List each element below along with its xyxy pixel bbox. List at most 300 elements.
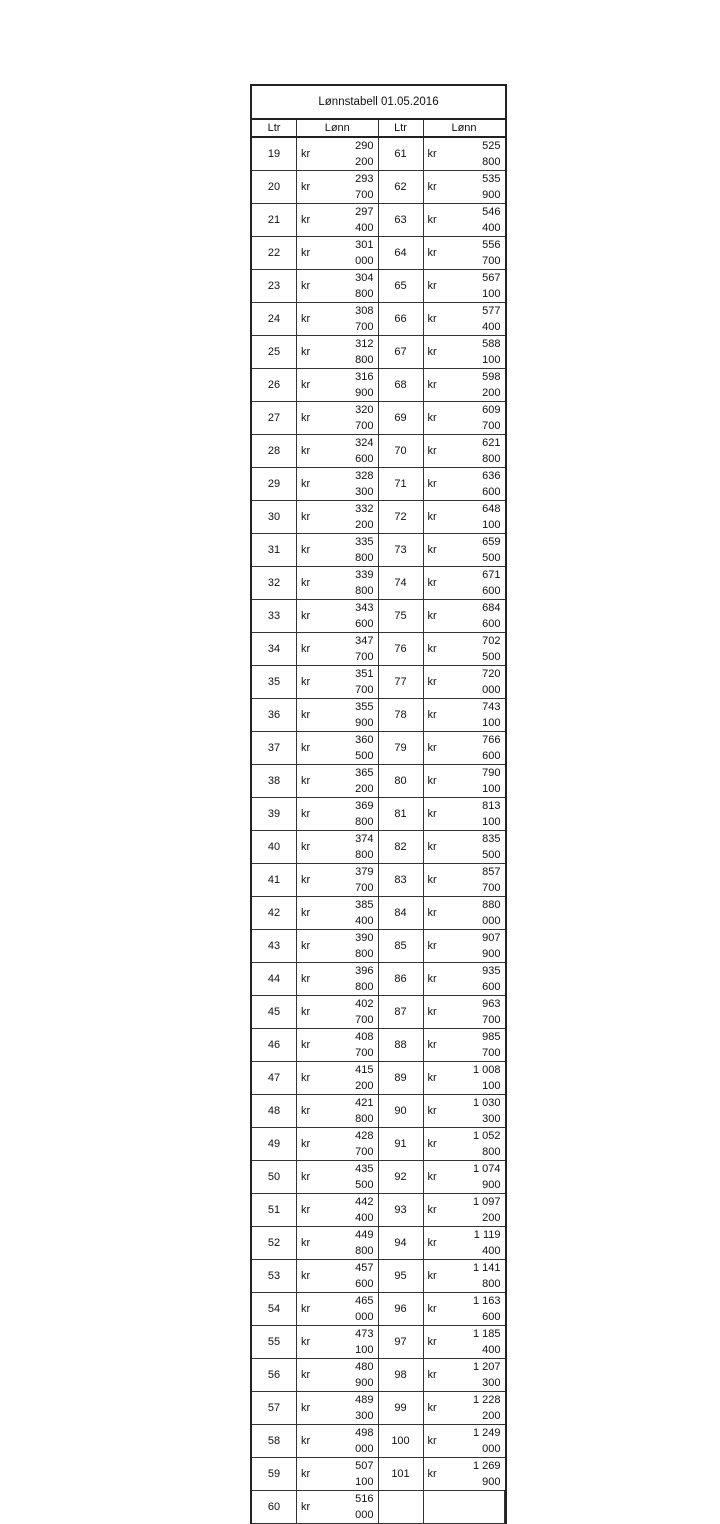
- table-row: [252, 864, 505, 897]
- ltr-cell: 60: [252, 1491, 297, 1524]
- amount-cell: 702 500: [464, 633, 505, 666]
- currency-cell: kr: [297, 732, 338, 765]
- amount-cell: 1 008 100: [464, 1062, 505, 1095]
- currency-cell: kr: [423, 1392, 464, 1425]
- currency-cell: kr: [297, 336, 338, 369]
- currency-cell: kr: [297, 1062, 338, 1095]
- currency-cell: kr: [423, 468, 464, 501]
- table-row: [252, 732, 505, 765]
- currency-cell: kr: [423, 1227, 464, 1260]
- amount-cell: 421 800: [337, 1095, 378, 1128]
- amount-cell: 385 400: [337, 897, 378, 930]
- ltr-cell: 20: [252, 171, 297, 204]
- amount-cell: 588 100: [464, 336, 505, 369]
- currency-cell: kr: [297, 237, 338, 270]
- currency-cell: kr: [297, 963, 338, 996]
- ltr-cell: 33: [252, 600, 297, 633]
- ltr-cell: 77: [378, 666, 423, 699]
- ltr-cell: 72: [378, 501, 423, 534]
- currency-cell: kr: [423, 1260, 464, 1293]
- ltr-cell: 38: [252, 765, 297, 798]
- amount-cell: 609 700: [464, 402, 505, 435]
- header-ltr-right: Ltr: [378, 120, 423, 137]
- amount-cell: 304 800: [337, 270, 378, 303]
- currency-cell: kr: [297, 303, 338, 336]
- amount-cell: 907 900: [464, 930, 505, 963]
- ltr-cell: 71: [378, 468, 423, 501]
- amount-cell: 1 119 400: [464, 1227, 505, 1260]
- ltr-cell: 88: [378, 1029, 423, 1062]
- amount-cell: 621 800: [464, 435, 505, 468]
- ltr-cell: 25: [252, 336, 297, 369]
- currency-cell: kr: [423, 1062, 464, 1095]
- amount-cell: 1 074 900: [464, 1161, 505, 1194]
- amount-cell: 1 249 000: [464, 1425, 505, 1458]
- ltr-cell: 93: [378, 1194, 423, 1227]
- currency-cell: kr: [423, 1326, 464, 1359]
- currency-cell: kr: [297, 600, 338, 633]
- amount-cell: 813 100: [464, 798, 505, 831]
- currency-cell: kr: [297, 1095, 338, 1128]
- salary-table: [252, 120, 505, 1524]
- currency-cell: kr: [423, 534, 464, 567]
- ltr-cell: 67: [378, 336, 423, 369]
- table-row: [252, 1425, 505, 1458]
- table-row: [252, 1095, 505, 1128]
- currency-cell: kr: [423, 369, 464, 402]
- currency-cell: kr: [423, 864, 464, 897]
- ltr-cell: 100: [378, 1425, 423, 1458]
- ltr-cell: 36: [252, 699, 297, 732]
- table-row: [252, 1491, 505, 1524]
- table-row: [252, 1392, 505, 1425]
- ltr-cell: 97: [378, 1326, 423, 1359]
- currency-cell: kr: [423, 171, 464, 204]
- amount-cell: 473 100: [337, 1326, 378, 1359]
- currency-cell: kr: [423, 237, 464, 270]
- amount-cell: 556 700: [464, 237, 505, 270]
- ltr-cell: 19: [252, 137, 297, 171]
- currency-cell: kr: [423, 798, 464, 831]
- table-row: [252, 435, 505, 468]
- currency-cell: kr: [297, 1227, 338, 1260]
- ltr-cell: 42: [252, 897, 297, 930]
- table-row: [252, 798, 505, 831]
- ltr-cell: 94: [378, 1227, 423, 1260]
- ltr-cell: 85: [378, 930, 423, 963]
- currency-cell: kr: [423, 137, 464, 171]
- ltr-cell: 79: [378, 732, 423, 765]
- currency-cell: kr: [297, 765, 338, 798]
- currency-cell: kr: [297, 534, 338, 567]
- ltr-cell: 29: [252, 468, 297, 501]
- amount-cell: 1 228 200: [464, 1392, 505, 1425]
- amount-cell: 379 700: [337, 864, 378, 897]
- amount-cell: 963 700: [464, 996, 505, 1029]
- currency-cell: kr: [423, 435, 464, 468]
- currency-cell: kr: [423, 1161, 464, 1194]
- currency-cell: kr: [423, 666, 464, 699]
- ltr-cell: 40: [252, 831, 297, 864]
- currency-cell: kr: [297, 369, 338, 402]
- amount-cell: 1 052 800: [464, 1128, 505, 1161]
- ltr-cell: 90: [378, 1095, 423, 1128]
- currency-cell: kr: [297, 171, 338, 204]
- amount-cell: 316 900: [337, 369, 378, 402]
- ltr-cell: 53: [252, 1260, 297, 1293]
- table-row: [252, 1029, 505, 1062]
- table-row: [252, 1128, 505, 1161]
- amount-cell: 428 700: [337, 1128, 378, 1161]
- ltr-cell: 39: [252, 798, 297, 831]
- currency-cell: kr: [297, 1029, 338, 1062]
- ltr-cell: 81: [378, 798, 423, 831]
- table-row: [252, 369, 505, 402]
- currency-cell: kr: [297, 798, 338, 831]
- amount-cell: 402 700: [337, 996, 378, 1029]
- currency-cell: kr: [297, 996, 338, 1029]
- currency-cell: kr: [423, 732, 464, 765]
- currency-cell: kr: [423, 930, 464, 963]
- amount-cell: 351 700: [337, 666, 378, 699]
- currency-cell: kr: [297, 137, 338, 171]
- ltr-cell: 76: [378, 633, 423, 666]
- currency-cell: kr: [297, 1458, 338, 1491]
- amount-cell: 743 100: [464, 699, 505, 732]
- amount-cell: 598 200: [464, 369, 505, 402]
- ltr-cell: 37: [252, 732, 297, 765]
- amount-cell: 435 500: [337, 1161, 378, 1194]
- ltr-cell: 74: [378, 567, 423, 600]
- amount-cell: 324 600: [337, 435, 378, 468]
- amount-cell: 396 800: [337, 963, 378, 996]
- table-title: Lønnstabell 01.05.2016: [252, 86, 505, 120]
- table-row: [252, 831, 505, 864]
- ltr-cell: 101: [378, 1458, 423, 1491]
- ltr-cell: 83: [378, 864, 423, 897]
- ltr-cell: 26: [252, 369, 297, 402]
- ltr-cell: 92: [378, 1161, 423, 1194]
- ltr-cell: 61: [378, 137, 423, 171]
- currency-cell: kr: [423, 204, 464, 237]
- ltr-cell: 48: [252, 1095, 297, 1128]
- table-row: [252, 633, 505, 666]
- table-row: [252, 1326, 505, 1359]
- currency-cell: kr: [297, 501, 338, 534]
- ltr-cell: 56: [252, 1359, 297, 1392]
- amount-cell: 320 700: [337, 402, 378, 435]
- currency-cell: kr: [297, 831, 338, 864]
- amount-cell: 297 400: [337, 204, 378, 237]
- table-row: [252, 699, 505, 732]
- amount-cell: 293 700: [337, 171, 378, 204]
- table-row: [252, 303, 505, 336]
- ltr-cell: 32: [252, 567, 297, 600]
- amount-cell: 343 600: [337, 600, 378, 633]
- amount-cell: 684 600: [464, 600, 505, 633]
- table-row: [252, 1062, 505, 1095]
- ltr-cell: 45: [252, 996, 297, 1029]
- ltr-cell: 80: [378, 765, 423, 798]
- currency-cell: kr: [297, 1392, 338, 1425]
- table-row: [252, 501, 505, 534]
- amount-cell: 369 800: [337, 798, 378, 831]
- amount-cell: 290 200: [337, 137, 378, 171]
- table-row: [252, 963, 505, 996]
- amount-cell: 835 500: [464, 831, 505, 864]
- currency-cell: kr: [423, 633, 464, 666]
- currency-cell: kr: [297, 402, 338, 435]
- currency-cell: kr: [297, 1326, 338, 1359]
- ltr-cell: 28: [252, 435, 297, 468]
- amount-cell: 335 800: [337, 534, 378, 567]
- table-row: [252, 1260, 505, 1293]
- currency-cell: kr: [297, 699, 338, 732]
- ltr-cell: 27: [252, 402, 297, 435]
- table-row: [252, 666, 505, 699]
- amount-cell: 328 300: [337, 468, 378, 501]
- table-row: [252, 1161, 505, 1194]
- ltr-cell: 87: [378, 996, 423, 1029]
- table-row: [252, 237, 505, 270]
- ltr-cell: 96: [378, 1293, 423, 1326]
- amount-cell: 935 600: [464, 963, 505, 996]
- currency-cell: kr: [423, 600, 464, 633]
- amount-cell: 360 500: [337, 732, 378, 765]
- ltr-cell: 51: [252, 1194, 297, 1227]
- amount-cell: 355 900: [337, 699, 378, 732]
- ltr-cell: 52: [252, 1227, 297, 1260]
- table-row: [252, 402, 505, 435]
- amount-cell: 374 800: [337, 831, 378, 864]
- ltr-cell: 62: [378, 171, 423, 204]
- ltr-cell: 21: [252, 204, 297, 237]
- currency-cell: kr: [297, 897, 338, 930]
- amount-cell: 659 500: [464, 534, 505, 567]
- amount-cell: 985 700: [464, 1029, 505, 1062]
- amount-cell: 465 000: [337, 1293, 378, 1326]
- currency-cell: kr: [423, 1293, 464, 1326]
- ltr-cell: 24: [252, 303, 297, 336]
- amount-cell: 577 400: [464, 303, 505, 336]
- table-row: [252, 567, 505, 600]
- amount-cell: 525 800: [464, 137, 505, 171]
- ltr-cell: 98: [378, 1359, 423, 1392]
- table-row: [252, 1458, 505, 1491]
- table-row: [252, 1293, 505, 1326]
- ltr-cell: 75: [378, 600, 423, 633]
- amount-cell: 498 000: [337, 1425, 378, 1458]
- amount-cell: 332 200: [337, 501, 378, 534]
- ltr-cell: 64: [378, 237, 423, 270]
- currency-cell: kr: [423, 1029, 464, 1062]
- table-row: [252, 204, 505, 237]
- currency-cell: kr: [297, 270, 338, 303]
- table-row: [252, 468, 505, 501]
- ltr-cell: 35: [252, 666, 297, 699]
- ltr-cell: 55: [252, 1326, 297, 1359]
- amount-cell: 442 400: [337, 1194, 378, 1227]
- currency-cell: kr: [423, 699, 464, 732]
- table-row: [252, 1227, 505, 1260]
- header-row: [252, 120, 505, 137]
- ltr-cell: 84: [378, 897, 423, 930]
- currency-cell: kr: [423, 336, 464, 369]
- ltr-cell: 50: [252, 1161, 297, 1194]
- amount-cell: 1 030 300: [464, 1095, 505, 1128]
- amount-cell: 390 800: [337, 930, 378, 963]
- amount-cell: 1 163 600: [464, 1293, 505, 1326]
- amount-cell: 415 200: [337, 1062, 378, 1095]
- amount-cell: 457 600: [337, 1260, 378, 1293]
- currency-cell: kr: [297, 468, 338, 501]
- currency-cell: kr: [423, 1425, 464, 1458]
- amount-cell: 1 097 200: [464, 1194, 505, 1227]
- amount-cell: 671 600: [464, 567, 505, 600]
- currency-cell: kr: [297, 1194, 338, 1227]
- amount-cell: 1 141 800: [464, 1260, 505, 1293]
- currency-cell: kr: [297, 930, 338, 963]
- amount-cell: 1 207 300: [464, 1359, 505, 1392]
- amount-cell: 308 700: [337, 303, 378, 336]
- amount-cell: 790 100: [464, 765, 505, 798]
- currency-cell: kr: [297, 435, 338, 468]
- currency-cell: kr: [423, 1458, 464, 1491]
- ltr-cell: 86: [378, 963, 423, 996]
- ltr-cell: 78: [378, 699, 423, 732]
- table-row: [252, 336, 505, 369]
- currency-cell: kr: [423, 567, 464, 600]
- currency-cell: kr: [297, 204, 338, 237]
- ltr-cell: 34: [252, 633, 297, 666]
- ltr-cell: 66: [378, 303, 423, 336]
- amount-cell: 766 600: [464, 732, 505, 765]
- amount-cell: 546 400: [464, 204, 505, 237]
- amount-cell: 312 800: [337, 336, 378, 369]
- currency-cell: kr: [423, 897, 464, 930]
- ltr-cell: 68: [378, 369, 423, 402]
- amount-cell: 365 200: [337, 765, 378, 798]
- header-lonn-left: Lønn: [297, 120, 379, 137]
- amount-cell: 857 700: [464, 864, 505, 897]
- ltr-cell: 41: [252, 864, 297, 897]
- ltr-cell: 31: [252, 534, 297, 567]
- table-row: [252, 600, 505, 633]
- amount-cell: 516 000: [337, 1491, 378, 1524]
- empty-cell: [378, 1491, 423, 1524]
- currency-cell: kr: [297, 1128, 338, 1161]
- header-ltr-left: Ltr: [252, 120, 297, 137]
- amount-cell: 1 269 900: [464, 1458, 505, 1491]
- currency-cell: kr: [423, 963, 464, 996]
- amount-cell: 648 100: [464, 501, 505, 534]
- ltr-cell: 99: [378, 1392, 423, 1425]
- amount-cell: 449 800: [337, 1227, 378, 1260]
- currency-cell: kr: [423, 996, 464, 1029]
- currency-cell: kr: [297, 1359, 338, 1392]
- currency-cell: kr: [297, 1260, 338, 1293]
- ltr-cell: 69: [378, 402, 423, 435]
- ltr-cell: 49: [252, 1128, 297, 1161]
- currency-cell: kr: [297, 864, 338, 897]
- amount-cell: 339 800: [337, 567, 378, 600]
- ltr-cell: 44: [252, 963, 297, 996]
- currency-cell: kr: [297, 1491, 338, 1524]
- table-row: [252, 1194, 505, 1227]
- ltr-cell: 82: [378, 831, 423, 864]
- currency-cell: kr: [423, 1128, 464, 1161]
- table-row: [252, 171, 505, 204]
- currency-cell: kr: [297, 633, 338, 666]
- table-row: [252, 270, 505, 303]
- amount-cell: 535 900: [464, 171, 505, 204]
- ltr-cell: 95: [378, 1260, 423, 1293]
- currency-cell: kr: [297, 1293, 338, 1326]
- amount-cell: 636 600: [464, 468, 505, 501]
- ltr-cell: 58: [252, 1425, 297, 1458]
- currency-cell: kr: [423, 402, 464, 435]
- salary-table-sheet: [250, 84, 507, 1524]
- currency-cell: kr: [423, 501, 464, 534]
- amount-cell: 347 700: [337, 633, 378, 666]
- currency-cell: kr: [297, 666, 338, 699]
- ltr-cell: 23: [252, 270, 297, 303]
- header-lonn-right: Lønn: [423, 120, 505, 137]
- amount-cell: 301 000: [337, 237, 378, 270]
- currency-cell: kr: [297, 567, 338, 600]
- ltr-cell: 89: [378, 1062, 423, 1095]
- ltr-cell: 46: [252, 1029, 297, 1062]
- ltr-cell: 65: [378, 270, 423, 303]
- amount-cell: 1 185 400: [464, 1326, 505, 1359]
- currency-cell: kr: [423, 270, 464, 303]
- ltr-cell: 59: [252, 1458, 297, 1491]
- table-row: [252, 930, 505, 963]
- currency-cell: kr: [297, 1161, 338, 1194]
- currency-cell: kr: [423, 765, 464, 798]
- currency-cell: kr: [423, 1359, 464, 1392]
- amount-cell: 567 100: [464, 270, 505, 303]
- ltr-cell: 91: [378, 1128, 423, 1161]
- ltr-cell: 22: [252, 237, 297, 270]
- table-row: [252, 534, 505, 567]
- ltr-cell: 43: [252, 930, 297, 963]
- ltr-cell: 70: [378, 435, 423, 468]
- ltr-cell: 63: [378, 204, 423, 237]
- ltr-cell: 54: [252, 1293, 297, 1326]
- table-row: [252, 897, 505, 930]
- amount-cell: 880 000: [464, 897, 505, 930]
- amount-cell: 489 300: [337, 1392, 378, 1425]
- amount-cell: 408 700: [337, 1029, 378, 1062]
- ltr-cell: 57: [252, 1392, 297, 1425]
- amount-cell: 507 100: [337, 1458, 378, 1491]
- empty-cell: [423, 1491, 505, 1524]
- currency-cell: kr: [423, 1194, 464, 1227]
- amount-cell: 720 000: [464, 666, 505, 699]
- currency-cell: kr: [423, 303, 464, 336]
- table-row: [252, 996, 505, 1029]
- ltr-cell: 30: [252, 501, 297, 534]
- amount-cell: 480 900: [337, 1359, 378, 1392]
- ltr-cell: 73: [378, 534, 423, 567]
- currency-cell: kr: [423, 831, 464, 864]
- currency-cell: kr: [423, 1095, 464, 1128]
- table-row: [252, 137, 505, 171]
- currency-cell: kr: [297, 1425, 338, 1458]
- table-row: [252, 765, 505, 798]
- table-row: [252, 1359, 505, 1392]
